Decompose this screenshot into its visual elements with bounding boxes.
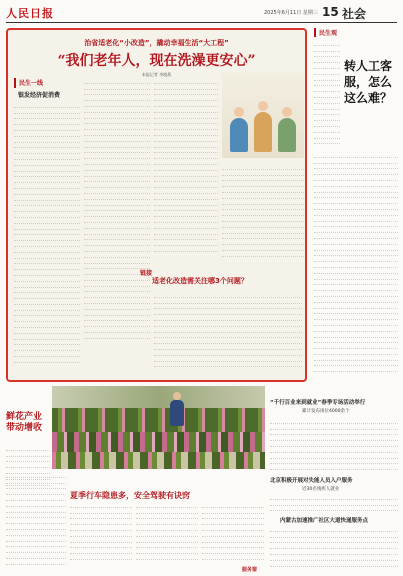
opinion-title[interactable]: 转人工客服，怎么这么难？ xyxy=(344,59,393,105)
brief-title-3[interactable]: 内蒙古加速推广社区大道快递服务点 xyxy=(280,518,369,524)
article-column-3 xyxy=(154,78,218,262)
section-tag: 民生一线 xyxy=(14,78,72,88)
opinion-body-narrow xyxy=(314,40,340,150)
article-column-1 xyxy=(14,102,80,372)
flower-article-title[interactable]: 鲜花产业带动增收 xyxy=(6,412,43,433)
opinion-tag: 民生观 xyxy=(314,28,396,37)
brief-body-3 xyxy=(270,526,398,570)
brief-title-2[interactable]: 北京积极开展对失能人员入户服务 xyxy=(270,478,353,484)
article-headline: “我们老年人，现在洗澡更安心” xyxy=(57,53,256,69)
article-column-4 xyxy=(222,164,304,262)
issue-date: 2025年6月11日 星期三 xyxy=(264,10,318,16)
page-number: 15 xyxy=(322,5,339,19)
link-subhead[interactable]: 适老化改造需关注哪3个问题？ xyxy=(152,277,248,285)
driving-col-3 xyxy=(202,502,264,566)
newspaper-logo: 人民日报 xyxy=(6,7,54,20)
opinion-body xyxy=(314,152,398,382)
link-tag: 链接 xyxy=(140,270,153,277)
article-kicker: 治省适老化“小改造”，撬动幸福生活“大工程” xyxy=(84,39,229,47)
brief-title-1[interactable]: “千行百业来到就业”春季专场活动举行 xyxy=(270,400,366,406)
brief-subtitle-2: 近30名残疾人就业 xyxy=(302,487,340,492)
flower-body xyxy=(6,472,66,570)
article-column-2 xyxy=(84,78,150,372)
driving-col-1 xyxy=(70,502,132,566)
elderly-illustration xyxy=(222,72,304,158)
section-name: 社会 xyxy=(342,7,367,21)
brief-body-2 xyxy=(270,494,398,514)
article-subhead: 银发经济促消费 xyxy=(18,92,61,99)
article-byline: 本报记者 李晓燕 xyxy=(141,72,172,77)
masthead xyxy=(6,5,397,21)
driving-article-title[interactable]: 夏季行车隐患多，安全驾驶有诀窍 xyxy=(70,491,190,500)
featured-article[interactable] xyxy=(6,28,307,382)
driving-col-2 xyxy=(136,502,198,566)
link-body xyxy=(154,292,302,374)
brief-body-1 xyxy=(270,418,398,474)
flower-farm-photo xyxy=(52,386,265,469)
brief-subtitle-1: 累计发布岗位4000余个 xyxy=(302,409,350,414)
header-rule xyxy=(6,22,397,23)
service-column-tag: 服务窗 xyxy=(242,567,258,573)
